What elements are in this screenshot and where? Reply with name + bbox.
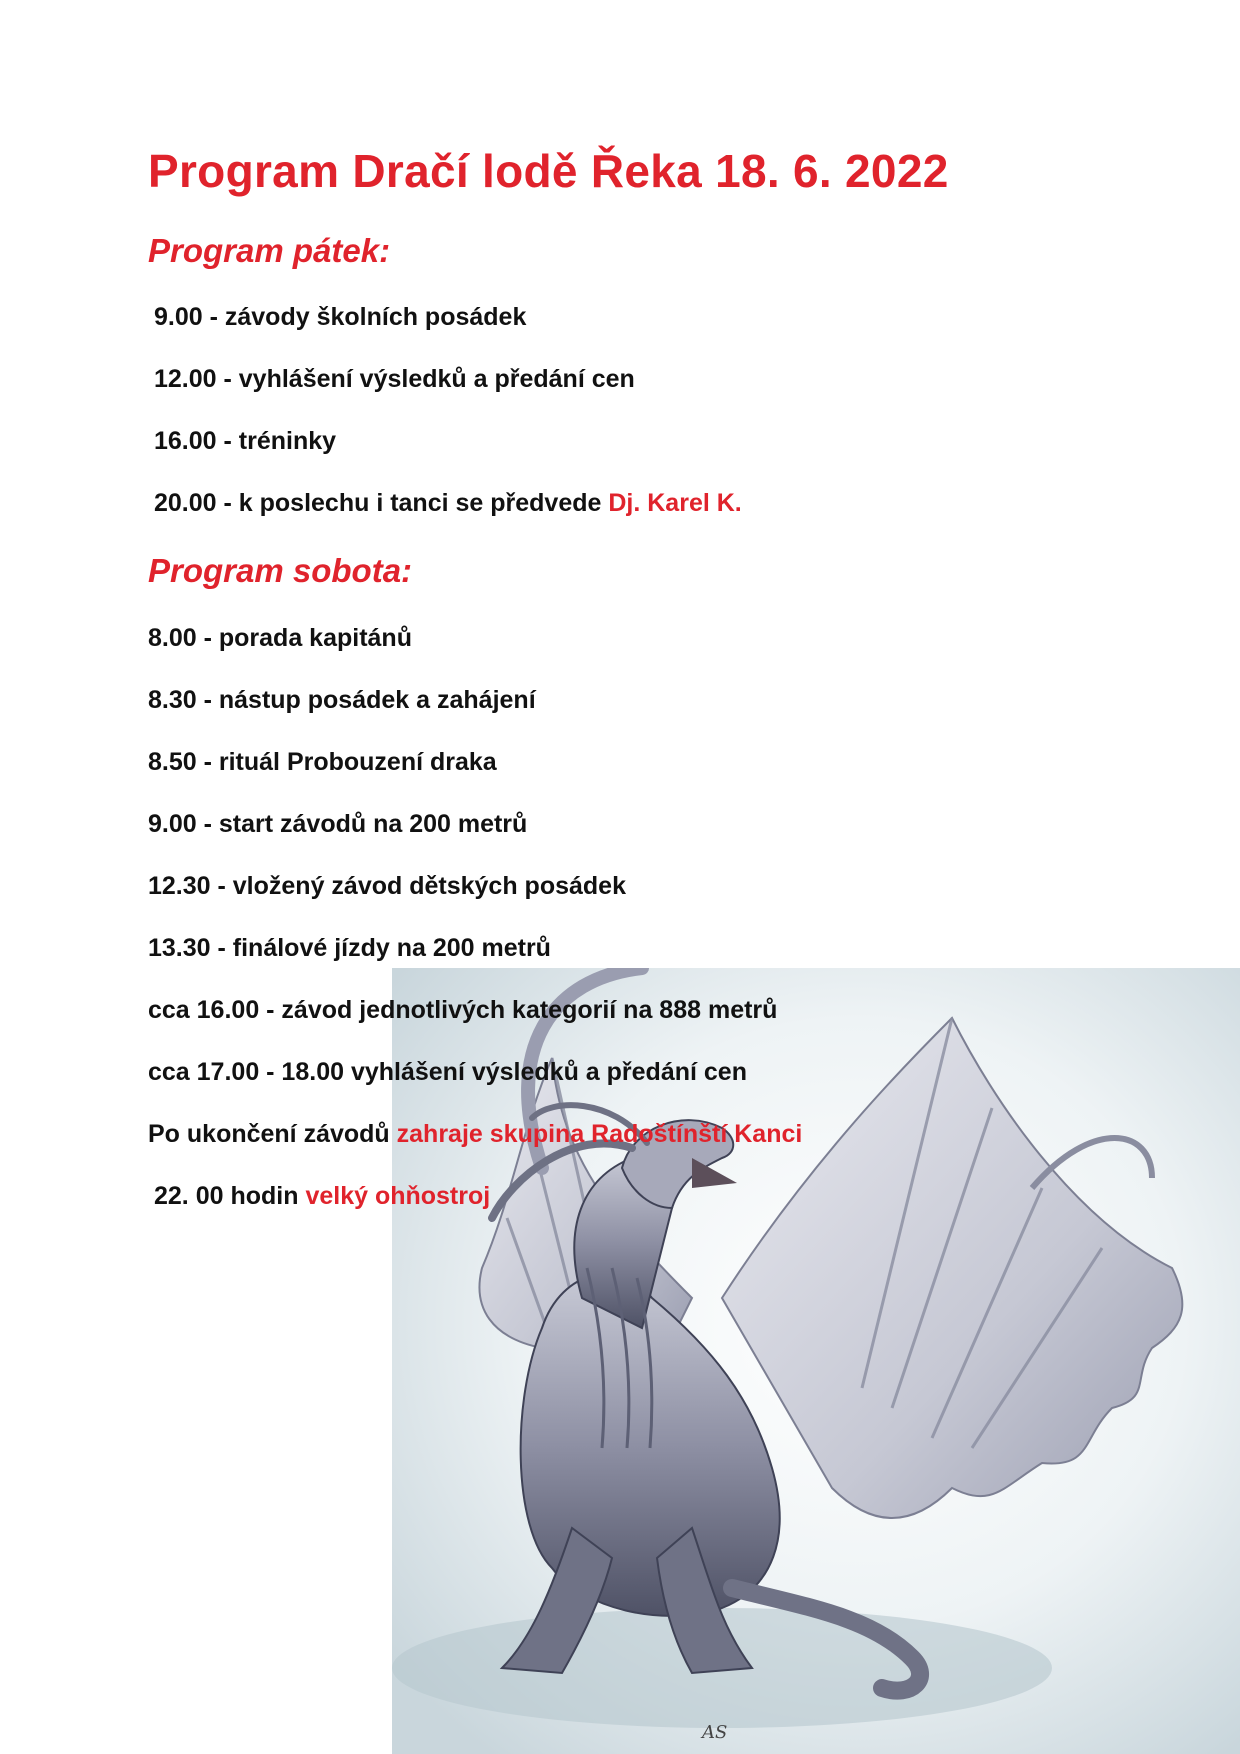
item-text: Po ukončení závodů bbox=[148, 1120, 397, 1148]
item-text: 12.00 - vyhlášení výsledků a předání cen bbox=[154, 365, 635, 393]
svg-text:AS: AS bbox=[702, 1722, 728, 1743]
saturday-item bbox=[148, 748, 497, 777]
saturday-item bbox=[148, 686, 536, 715]
band-name: zahraje skupina Radoštínští Kanci bbox=[396, 1120, 803, 1148]
saturday-item bbox=[148, 872, 626, 901]
friday-heading: Program pátek: bbox=[148, 232, 391, 269]
item-text: 8.30 - nástup posádek a zahájení bbox=[148, 686, 536, 714]
saturday-item bbox=[148, 934, 551, 963]
saturday-item bbox=[148, 624, 412, 653]
item-text: 16.00 - tréninky bbox=[154, 427, 337, 455]
item-text: cca 17.00 - 18.00 vyhlášení výsledků a předání cen bbox=[148, 1058, 747, 1086]
dj-name: Dj. Karel K. bbox=[608, 489, 742, 517]
saturday-item bbox=[154, 1182, 490, 1211]
saturday-item bbox=[148, 810, 527, 839]
item-text: 12.30 - vložený závod dětských posádek bbox=[148, 872, 626, 900]
item-text: 8.00 - porada kapitánů bbox=[148, 624, 412, 652]
friday-item bbox=[154, 427, 336, 456]
item-text: 8.50 - rituál Probouzení draka bbox=[148, 748, 497, 776]
item-text: cca 16.00 - závod jednotlivých kategorií na 888 metrů bbox=[148, 996, 778, 1024]
item-text: 9.00 - závody školních posádek bbox=[154, 303, 527, 331]
item-text: 22. 00 hodin bbox=[154, 1182, 306, 1210]
fireworks-highlight: velký ohňostroj bbox=[305, 1182, 491, 1210]
item-text: 9.00 - start závodů na 200 metrů bbox=[148, 810, 528, 838]
friday-item bbox=[154, 303, 526, 332]
saturday-item bbox=[148, 1120, 802, 1149]
saturday-item bbox=[148, 1058, 747, 1087]
saturday-item bbox=[148, 996, 777, 1025]
friday-item bbox=[154, 365, 635, 394]
item-text: 13.30 - finálové jízdy na 200 metrů bbox=[148, 934, 551, 962]
item-text: 20.00 - k poslechu i tanci se předvede bbox=[154, 489, 609, 517]
page-title: Program Dračí lodě Řeka 18. 6. 2022 bbox=[148, 145, 949, 197]
saturday-heading: Program sobota: bbox=[148, 552, 413, 589]
friday-item bbox=[154, 489, 742, 518]
